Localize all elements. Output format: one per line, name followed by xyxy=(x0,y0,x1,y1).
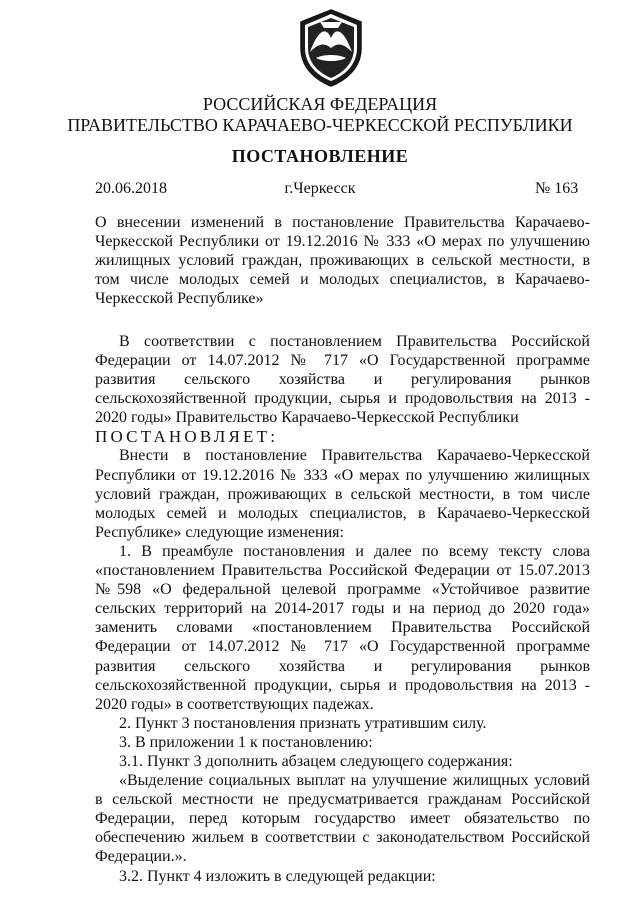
decree-heading: ПОСТАНОВЛЯЕТ: xyxy=(95,427,279,447)
document-city: г.Черкесск xyxy=(284,180,356,197)
republic-emblem-icon xyxy=(296,8,366,88)
item-1-paragraph: 1. В преамбуле постановления и далее по всему тексту слова «постановлением Правительства Российской Федерации от 15.07.2013 №598 «О федеральной целевой программе «Устойчивое развитие сельских территорий на 2014-2017 годы и на период до 2020 года» заменить словами «постановлением Правительства Российской Федерации от 14.07.2012 № 717 «О Государственной программе развития сельского хозяйства и регулирования рынков сельскохозяйственной продукции, сырья и продовольствия на 2013 - 2020 годы» в соответствующих падежах. xyxy=(95,542,590,713)
document-type-title: ПОСТАНОВЛЕНИЕ xyxy=(231,146,409,166)
document-body xyxy=(95,332,590,886)
country-heading: РОССИЙСКАЯ ФЕДЕРАЦИЯ xyxy=(202,94,438,114)
document-subject: О внесении изменений в постановление Правительства Карачаево-Черкесской Республики от 19.12.2016 № 333 «О мерах по улучшению жилищных условий граждан, проживающих в сельской местности, в том числе молодых семей и молодых специалистов, в Карачаево-Черкесской Республике» xyxy=(95,214,590,308)
item-3-paragraph: 3. В приложении 1 к постановлению: xyxy=(119,733,373,751)
intro-paragraph: Внести в постановление Правительства Карачаево-Черкесской Республики от 19.12.2016 № 333 «О мерах по улучшению жилищных условий граждан, проживающих в сельской местности, в том числе молодых семей и молодых специалистов, в Карачаево-Черкесской Республике» следующие изменения: xyxy=(95,447,590,541)
item-2-paragraph: 2. Пункт 3 постановления признать утратившим силу. xyxy=(119,714,487,732)
quote-paragraph: «Выделение социальных выплат на улучшение жилищных условий в сельской местности не предусматривается гражданам Российской Федерации, перед которым государство имеет обязательство по обеспечению жильем в соответствии с законодательством Российской Федерации.». xyxy=(95,772,590,866)
item-3-2-paragraph: 3.2. Пункт 4 изложить в следующей редакции: xyxy=(119,867,436,885)
document-date: 20.06.2018 xyxy=(95,180,167,197)
document-number: № 163 xyxy=(535,180,579,197)
preamble-paragraph: В соответствии с постановлением Правительства Российской Федерации от 14.07.2012 № 717 «О Государственной программе развития сельского хозяйства и регулирования рынков сельскохозяйственной продукции, сырья и продовольствия на 2013 - 2020 годы» Правительство Карачаево-Черкесской Республики xyxy=(95,333,590,427)
government-heading: ПРАВИТЕЛЬСТВО КАРАЧАЕВО-ЧЕРКЕССКОЙ РЕСПУБЛИКИ xyxy=(67,115,573,135)
item-3-1-paragraph: 3.1. Пункт 3 дополнить абзацем следующего содержания: xyxy=(119,752,513,770)
